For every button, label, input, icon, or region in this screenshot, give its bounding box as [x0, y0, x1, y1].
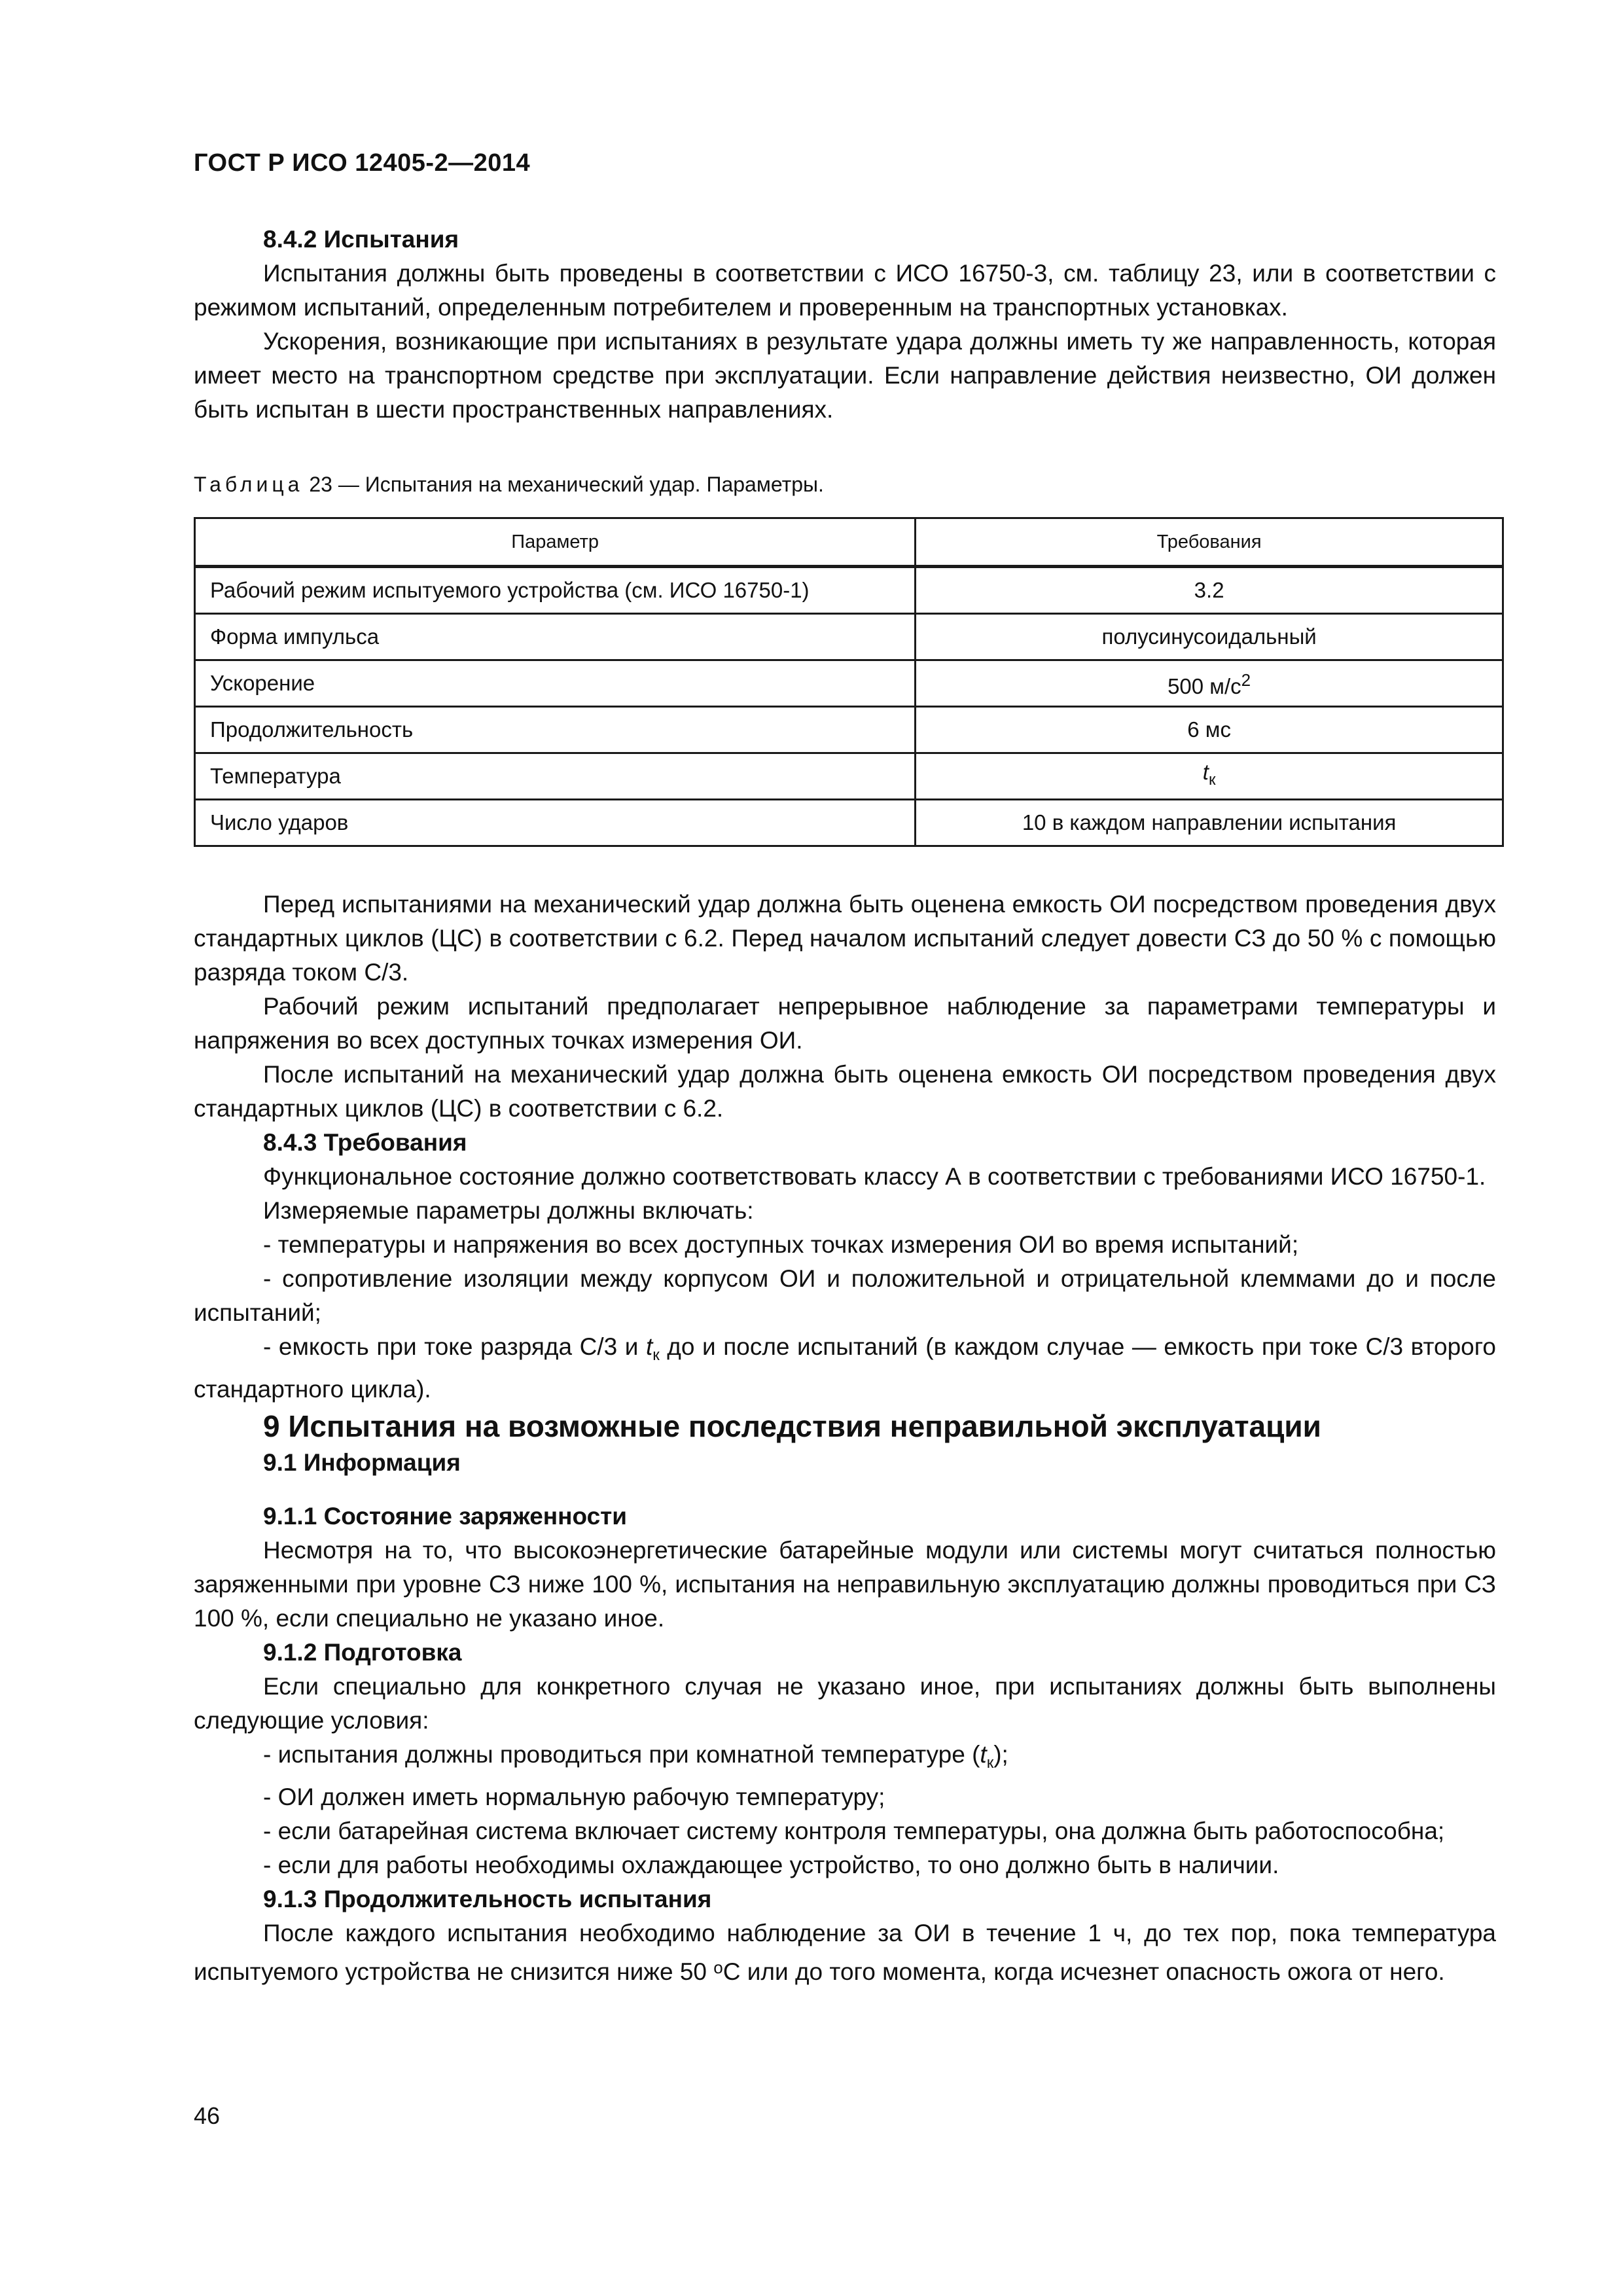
requirement-cell: 10 в каждом направлении испытания — [916, 800, 1503, 846]
paragraph: Перед испытаниями на механический удар должна быть оценена емкость ОИ посредством проведения двух стандартных циклов (ЦС) в соответствии с 6.2. Перед началом испытаний следует довести СЗ до 50 % с помощью разряда током С/3. — [194, 891, 1496, 986]
section-9-1-title: 9.1 Информация — [263, 1449, 461, 1476]
requirement-cell: 3.2 — [916, 567, 1503, 614]
list-item-text: до и после испытаний (в каждом случае — емкость при токе С/3 второго стандартного цикла). — [194, 1333, 1496, 1403]
requirement-value: t — [1202, 760, 1209, 784]
table-row — [195, 800, 1503, 846]
list-item-text: ); — [993, 1741, 1008, 1768]
section-8-4-3-title: 8.4.3 Требования — [263, 1129, 467, 1156]
param-cell: Рабочий режим испытуемого устройства (см. ИСО 16750-1) — [195, 567, 916, 614]
subscript: к — [986, 1754, 994, 1772]
requirement-cell — [916, 660, 1503, 707]
paragraph: Если специально для конкретного случая не указано иное, при испытаниях должны быть выполнены следующие условия: — [194, 1673, 1496, 1734]
superscript: 2 — [1241, 670, 1251, 690]
table-row — [195, 707, 1503, 753]
list-item — [194, 1738, 1496, 1780]
requirement-value: 500 м/с — [1168, 674, 1241, 698]
list-item: - если батарейная система включает систему контроля температуры, она должна быть работоспособна; — [263, 1818, 1445, 1844]
paragraph: Функциональное состояние должно соответствовать классу А в соответствии с требованиями ИСО 16750-1. — [263, 1163, 1486, 1190]
paragraph: Измеряемые параметры должны включать: — [263, 1197, 754, 1224]
column-header-requirements: Требования — [916, 518, 1503, 567]
requirement-cell — [916, 753, 1503, 800]
section-8-4-2-title: 8.4.2 Испытания — [263, 226, 459, 253]
subscript: к — [652, 1346, 660, 1364]
column-header-parameter: Параметр — [195, 518, 916, 567]
requirement-cell: полусинусоидальный — [916, 614, 1503, 660]
table-header-row — [195, 518, 1503, 567]
section-9-title: 9 Испытания на возможные последствия неправильной эксплуатации — [263, 1409, 1321, 1443]
list-item-text: - емкость при токе разряда С/3 и — [263, 1333, 646, 1360]
section-9-1-2-title: 9.1.2 Подготовка — [263, 1639, 462, 1666]
shock-test-parameters-table — [194, 517, 1504, 847]
table-caption-text: 23 — Испытания на механический удар. Параметры. — [309, 473, 824, 496]
param-cell: Число ударов — [195, 800, 916, 846]
table-row — [195, 660, 1503, 707]
subscript: к — [1208, 771, 1216, 789]
page-number: 46 — [194, 2102, 221, 2129]
paragraph: Несмотря на то, что высокоэнергетические батарейные модули или системы могут считаться полностью заряженными при уровне СЗ ниже 100 %, испытания на неправильную эксплуатацию должны проводиться при СЗ 100 %, если специально не указано иное. — [194, 1537, 1496, 1632]
paragraph: Ускорения, возникающие при испытаниях в результате удара должны иметь ту же направленность, которая имеет место на транспортном средстве при эксплуатации. Если направление действия неизвестно, ОИ должен быть испытан в шести пространственных направлениях. — [194, 328, 1496, 423]
document-code-header: ГОСТ Р ИСО 12405-2—2014 — [194, 149, 531, 177]
paragraph: После испытаний на механический удар должна быть оценена емкость ОИ посредством проведения двух стандартных циклов (ЦС) в соответствии с 6.2. — [194, 1061, 1496, 1122]
paragraph — [194, 1916, 1496, 1989]
table-row — [195, 567, 1503, 614]
document-body — [194, 223, 1496, 1989]
paragraph: Испытания должны быть проведены в соответствии с ИСО 16750-3, см. таблицу 23, или в соответствии с режимом испытаний, определенным потребителем и проверенным на транспортных установках. — [194, 260, 1496, 321]
temperature-symbol: t — [980, 1741, 987, 1768]
param-cell: Ускорение — [195, 660, 916, 707]
paragraph: Рабочий режим испытаний предполагает непрерывное наблюдение за параметрами температуры и напряжения во всех доступных точках измерения ОИ. — [194, 993, 1496, 1054]
table-row — [195, 614, 1503, 660]
table-row — [195, 753, 1503, 800]
list-item: - сопротивление изоляции между корпусом ОИ и положительной и отрицательной клеммами до и после испытаний; — [194, 1265, 1496, 1326]
table-caption-label: Таблица — [194, 473, 304, 496]
temperature-symbol: t — [645, 1333, 653, 1360]
section-9-1-3-title: 9.1.3 Продолжительность испытания — [263, 1886, 712, 1912]
list-item: - температуры и напряжения во всех доступных точках измерения ОИ во время испытаний; — [263, 1231, 1299, 1258]
list-item-text: - испытания должны проводиться при комнатной температуре ( — [263, 1741, 980, 1768]
paragraph-text: После каждого испытания необходимо наблюдение за ОИ в течение 1 ч, до тех пор, пока температура испытуемого устройства не снизится ниже 50 — [194, 1920, 1496, 1985]
degree-sign: о — [713, 1958, 723, 1977]
list-item — [194, 1330, 1496, 1407]
paragraph-text: С или до того момента, когда исчезнет опасность ожога от него. — [722, 1958, 1445, 1985]
table-caption — [194, 467, 1496, 501]
requirement-cell: 6 мс — [916, 707, 1503, 753]
param-cell: Форма импульса — [195, 614, 916, 660]
list-item: - ОИ должен иметь нормальную рабочую температуру; — [263, 1784, 885, 1810]
param-cell: Продолжительность — [195, 707, 916, 753]
param-cell: Температура — [195, 753, 916, 800]
list-item: - если для работы необходимы охлаждающее устройство, то оно должно быть в наличии. — [263, 1852, 1279, 1878]
section-9-1-1-title: 9.1.1 Состояние заряженности — [263, 1503, 628, 1530]
